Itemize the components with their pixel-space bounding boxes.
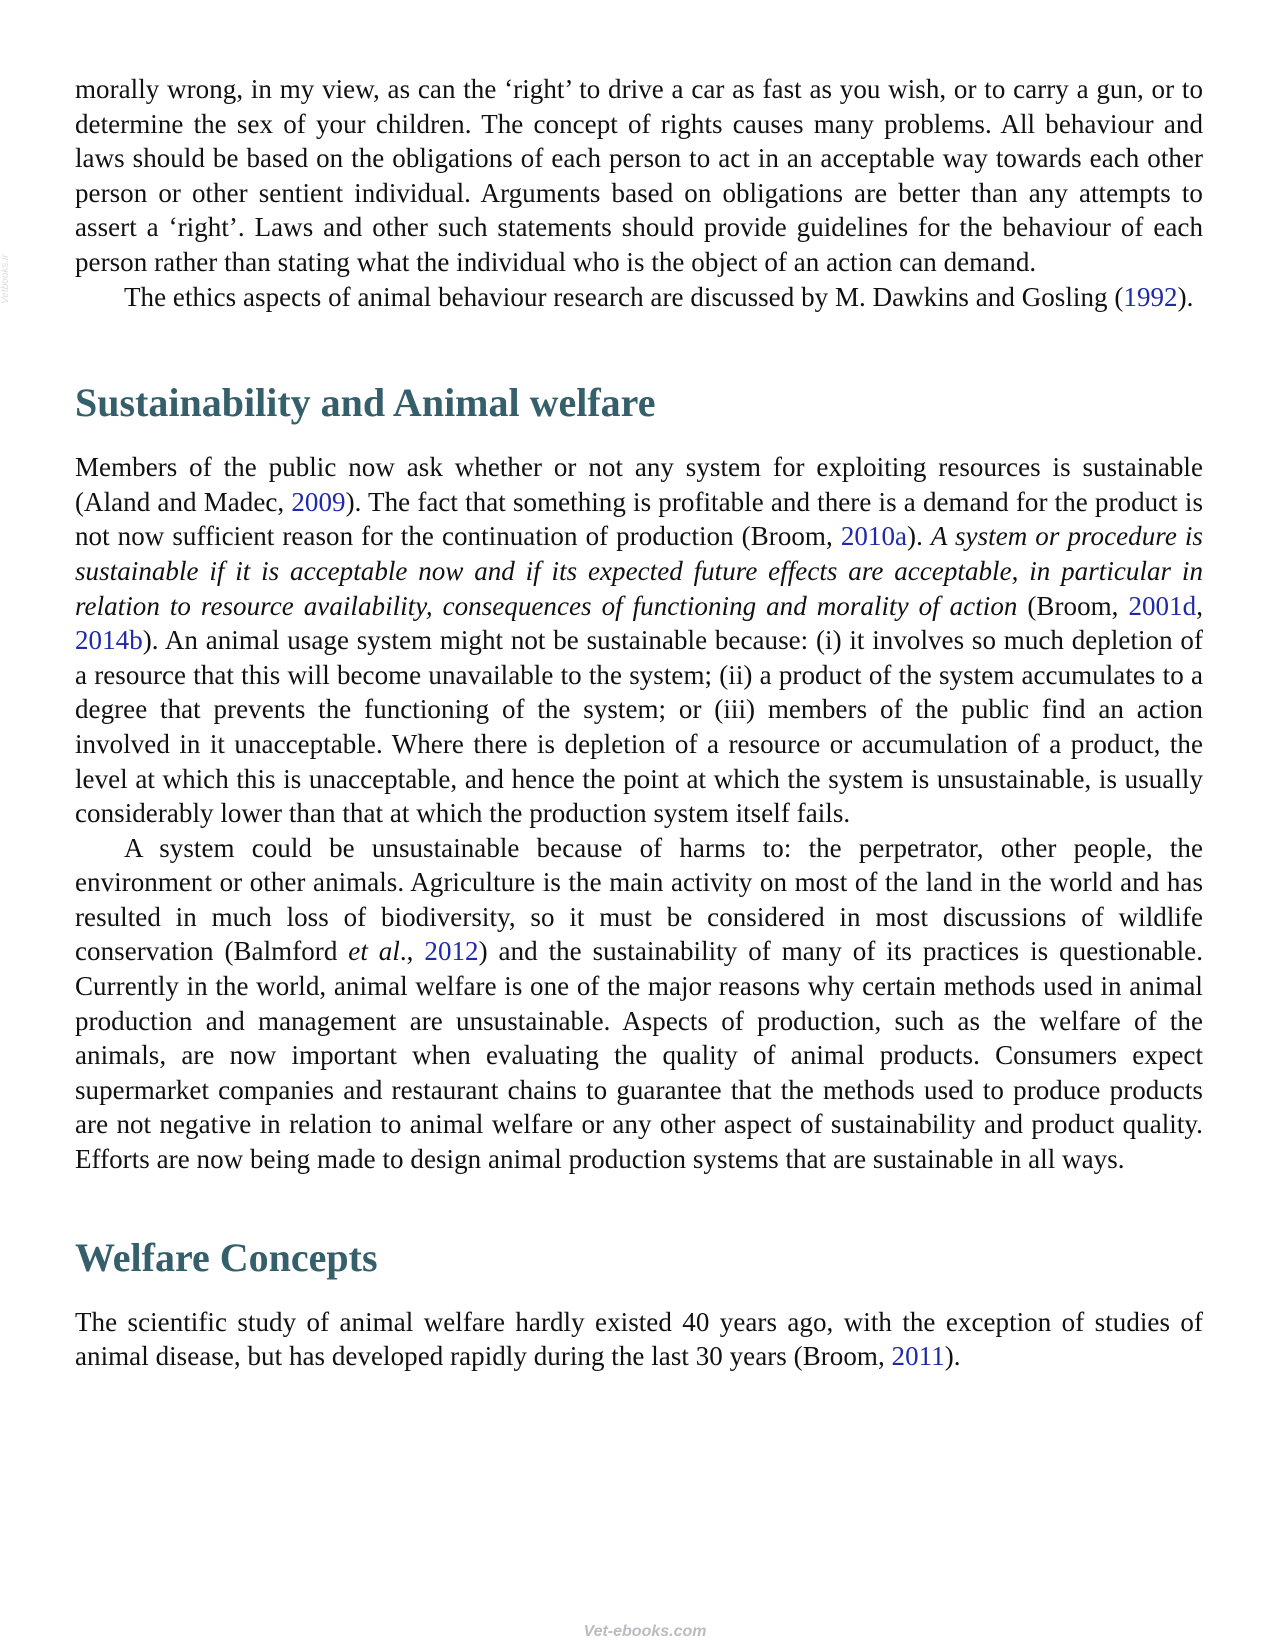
paragraph-text: ). The fact that something is profitable and there is a demand for the product is not now sufficient reason for the continuation of production (Broom, [75, 486, 1204, 552]
et-al-text: et al [348, 936, 400, 967]
citation-link-2012[interactable]: 2012 [424, 936, 479, 967]
paragraph-text: morally wrong, in my view, as can the ‘right’ to drive a car as fast as you wish, or to carry a gun, or to determine the sex of your children. The concept of rights causes many problems. All behaviour and laws should be based on the obligations of each person to act in an acceptable way towards each other person or other sentient individual. Arguments based on obligations are better than any attempts to assert a ‘right’. Laws and other such statements should provide guidelines for the behaviour of each person rather than stating what the individual who is the object of an action can demand. [75, 74, 1203, 277]
paragraph-text: , [1196, 590, 1203, 621]
paragraph-sustainability [75, 450, 1203, 831]
paragraph-text: The scientific study of animal welfare hardly existed 40 years ago, with the exception of studies of animal disease, but has developed rapidly during the last 30 years (Broom, [75, 1306, 1203, 1372]
side-watermark: Vetbooks.ir [0, 254, 11, 304]
citation-link-1992[interactable]: 1992 [1123, 281, 1178, 312]
paragraph-text: ). [907, 521, 931, 552]
citation-link-2011[interactable]: 2011 [891, 1341, 945, 1372]
citation-link-2009[interactable]: 2009 [291, 486, 346, 517]
section-heading-welfare-concepts: Welfare Concepts [75, 1234, 378, 1280]
paragraph-text: ) and the sustainability of many of its practices is questionable. Currently in the world, animal welfare is one of the major reasons why certain methods used in animal production and management are unsustainable. Aspects of production, such as the welfare of the animals, are now important when evaluating the quality of animal products. Consumers expect supermarket companies and restaurant chains to guarantee that the methods used to produce products are not negative in relation to animal welfare or any other aspect of sustainability and product quality. Efforts are now being made to design animal production systems that are sustainable in all ways. [75, 936, 1203, 1175]
paragraph-welfare-concepts [75, 1305, 1203, 1374]
paragraph-text: (Broom, [1017, 590, 1129, 621]
paragraph-text: Members of the public now ask whether or not any system for exploiting resources is sustainable (Aland and Madec, [75, 452, 1203, 517]
footer-watermark-logo: Vet-ebooks.com [583, 1623, 707, 1640]
paragraph-text: ). [944, 1341, 961, 1372]
citation-link-2001d[interactable]: 2001d [1128, 590, 1197, 621]
citation-link-2010a[interactable]: 2010a [840, 521, 908, 552]
paragraph-text: A system could be unsustainable because of harms to: the perpetrator, other people, the environment or other animals. Agriculture is the main activity on most of the land in the world and has resulted in much loss of biodiversity, so it must be considered in most discussions of wildlife conservation (Balmford [75, 832, 1203, 967]
paragraph-unsustainable-harms [75, 831, 1203, 1177]
paragraph-ethics [75, 280, 1203, 315]
section-heading-sustainability: Sustainability and Animal welfare [75, 380, 656, 426]
paragraph-text: ., [399, 936, 425, 967]
citation-link-2014b[interactable]: 2014b [75, 625, 143, 656]
paragraph-text: ). An animal usage system might not be sustainable because: (i) it involves so much depletion of a resource that this will become unavailable to the system; (ii) a product of the system accumulates to a degree that prevents the functioning of the system; or (iii) members of the public find an action involved in it unacceptable. Where there is depletion of a resource or accumulation of a product, the level at which this is unacceptable, and hence the point at which the system is unsustainable, is usually considerably lower than that at which the production system itself fails. [75, 625, 1203, 829]
page-content [75, 72, 1203, 1374]
paragraph-text: ). [1177, 281, 1194, 312]
paragraph-text: The ethics aspects of animal behaviour research are discussed by M. Dawkins and Gosling ( [124, 281, 1124, 312]
sustainability-definition: A system or procedure is sustainable if it is acceptable now and if its expected future effects are acceptable, in particular in relation to resource availability, consequences of functioning and morality of action [75, 521, 1203, 621]
paragraph-rights [75, 72, 1203, 280]
